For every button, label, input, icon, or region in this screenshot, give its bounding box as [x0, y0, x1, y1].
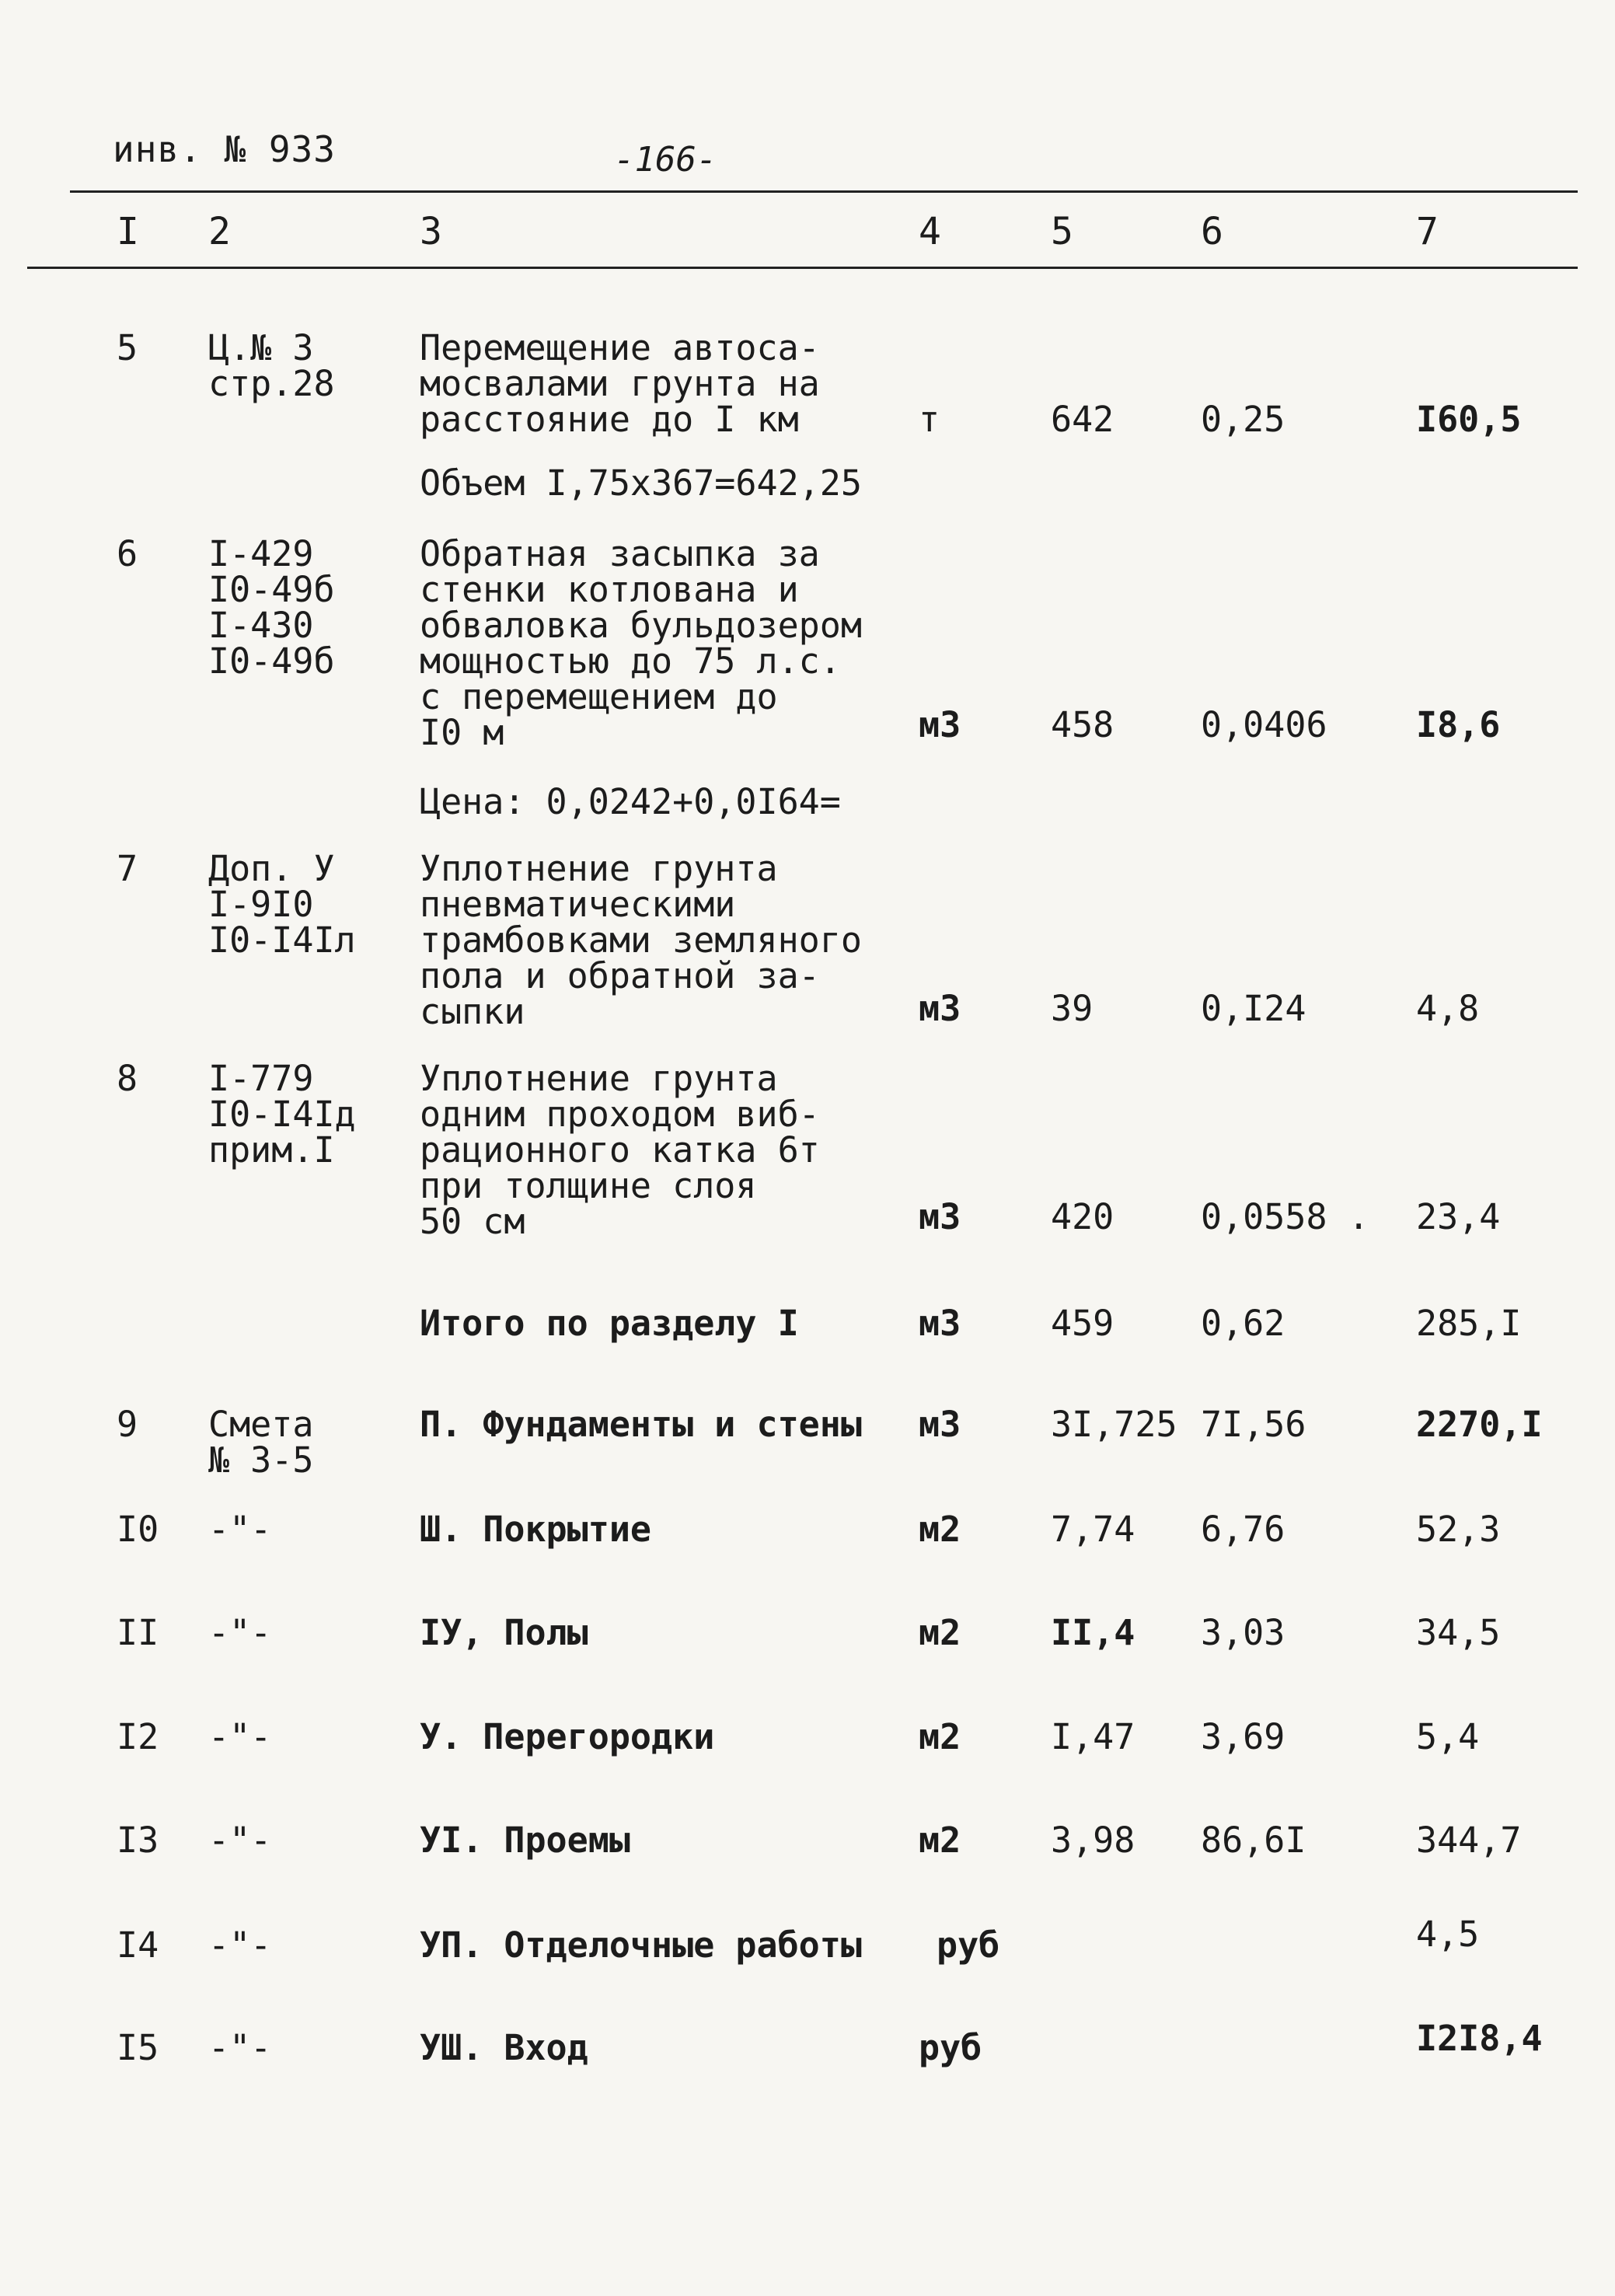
row-total: 2270,I [1416, 1404, 1543, 1445]
row-description: Ш. Покрытие [420, 1509, 652, 1550]
row-price: 0,0558 . [1201, 1196, 1369, 1237]
row-quantity: 3,98 [1051, 1820, 1135, 1861]
row-unit: м3 [919, 1404, 961, 1445]
row-number: I3 [117, 1820, 159, 1861]
col-header-6: 6 [1201, 210, 1223, 253]
row-reference: -"- [208, 1924, 272, 1966]
row-reference: -"- [208, 1716, 272, 1757]
row-unit: т [919, 399, 940, 440]
col-header-3: 3 [420, 210, 442, 253]
row-number: I5 [117, 2027, 159, 2068]
row-reference: I-779 I0-I4Iд прим.I [208, 1058, 356, 1171]
row-description: УШ. Вход [420, 2027, 588, 2068]
row-unit: м2 [919, 1612, 961, 1653]
top-rule [70, 190, 1578, 193]
row-description: УI. Проемы [420, 1820, 630, 1861]
row-unit: руб [919, 2027, 982, 2068]
row-total: 4,8 [1416, 988, 1480, 1029]
row-total: 23,4 [1416, 1196, 1501, 1237]
row-reference: Смета № 3-5 [208, 1404, 314, 1481]
volume-note: Объем I,75x367=642,25 [420, 462, 862, 504]
row-description: Перемещение автоса- мосвалами грунта на расстояние до I км [420, 327, 820, 440]
row-quantity: 7,74 [1051, 1509, 1135, 1550]
inventory-number: инв. № 933 [113, 128, 336, 170]
row-total: I2I8,4 [1416, 2018, 1543, 2059]
row-reference: -"- [208, 1509, 272, 1550]
row-description: IУ, Полы [420, 1612, 588, 1653]
header-rule [27, 267, 1578, 269]
row-quantity: I,47 [1051, 1716, 1135, 1757]
row-description: У. Перегородки [420, 1716, 715, 1757]
row-price: 0,62 [1201, 1303, 1285, 1344]
row-description: П. Фундаменты и стены [420, 1404, 862, 1445]
row-total: 344,7 [1416, 1820, 1522, 1861]
row-price: 6,76 [1201, 1509, 1285, 1550]
row-reference: Доп. У I-9I0 I0-I4Iл [208, 848, 356, 961]
row-quantity: 420 [1051, 1196, 1114, 1237]
row-total: I60,5 [1416, 399, 1522, 440]
row-number: II [117, 1612, 159, 1653]
row-price: 0,0406 [1201, 704, 1327, 745]
row-unit: м2 [919, 1820, 961, 1861]
row-unit: м3 [919, 704, 961, 745]
row-quantity: 642 [1051, 399, 1114, 440]
row-total: 52,3 [1416, 1509, 1501, 1550]
col-header-4: 4 [919, 210, 941, 253]
row-number: 9 [117, 1404, 138, 1445]
row-unit: м3 [919, 1196, 961, 1237]
row-number: 8 [117, 1058, 138, 1099]
row-description: УП. Отделочные работы [420, 1924, 862, 1966]
row-total: I8,6 [1416, 704, 1501, 745]
row-price: 7I,56 [1201, 1404, 1306, 1445]
row-total: 5,4 [1416, 1716, 1480, 1757]
row-number: I0 [117, 1509, 159, 1550]
row-number: I4 [117, 1924, 159, 1966]
row-reference: -"- [208, 1820, 272, 1861]
row-total: 4,5 [1416, 1914, 1480, 1955]
col-header-7: 7 [1416, 210, 1439, 253]
row-unit: м3 [919, 988, 961, 1029]
row-quantity: 39 [1051, 988, 1094, 1029]
row-description: Уплотнение грунта одним проходом виб- рационного катка 6т при толщине слоя 50 см [420, 1058, 820, 1242]
row-description: Уплотнение грунта пневматическими трамбовками земляного пола и обратной за- сыпки [420, 848, 862, 1032]
col-header-5: 5 [1051, 210, 1073, 253]
row-total: 285,I [1416, 1303, 1522, 1344]
row-description: Обратная засыпка за стенки котлована и обваловка бульдозером мощностью до 75 л.с. с перемещением до I0 м [420, 533, 862, 753]
row-number: 5 [117, 327, 138, 368]
row-number: 7 [117, 848, 138, 889]
col-header-2: 2 [208, 210, 231, 253]
row-quantity: 458 [1051, 704, 1114, 745]
row-price: 3,69 [1201, 1716, 1285, 1757]
row-unit: м3 [919, 1303, 961, 1344]
row-reference: -"- [208, 1612, 272, 1653]
row-unit: м2 [919, 1716, 961, 1757]
row-unit: м2 [919, 1509, 961, 1550]
row-number: I2 [117, 1716, 159, 1757]
row-unit: руб [937, 1924, 1000, 1966]
row-number: 6 [117, 533, 138, 574]
row-reference: I-429 I0-49б I-430 I0-49б [208, 533, 335, 682]
page-number: -166- [614, 140, 717, 180]
row-quantity: II,4 [1051, 1612, 1135, 1653]
row-quantity: 3I,725 [1051, 1404, 1177, 1445]
row-quantity: 459 [1051, 1303, 1114, 1344]
row-reference: -"- [208, 2027, 272, 2068]
col-header-1: I [117, 210, 139, 253]
row-price: 0,I24 [1201, 988, 1306, 1029]
row-price: 86,6I [1201, 1820, 1306, 1861]
row-price: 3,03 [1201, 1612, 1285, 1653]
row-description: Итого по разделу I [420, 1303, 799, 1344]
row-price: 0,25 [1201, 399, 1285, 440]
row-total: 34,5 [1416, 1612, 1501, 1653]
row-reference: Ц.№ 3 стр.28 [208, 327, 335, 404]
price-note: Цена: 0,0242+0,0I64= [420, 781, 841, 822]
